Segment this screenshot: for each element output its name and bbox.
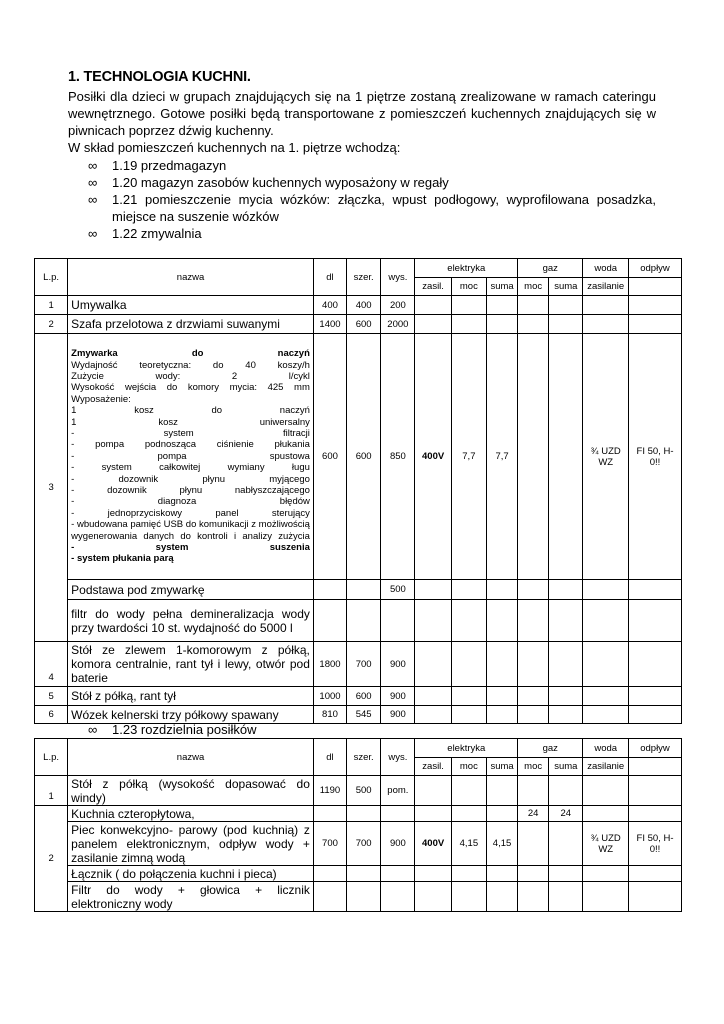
list-item: ∞ 1.19 przedmagazyn xyxy=(88,158,227,173)
page-heading: 1. TECHNOLOGIA KUCHNI. xyxy=(68,69,251,85)
table-row: 2 Kuchnia czteropłytowa, 24 24 xyxy=(35,806,682,822)
intro-paragraph: Posiłki dla dzieci w grupach znajdujących się na 1 piętrze zostaną zrealizowane w ramach cateringu wewnętrznego. Gotowe posiłki będą transportowane z pomieszczeń kuchennych znajdujących się w piwnicach poprzez dźwig kuchenny. xyxy=(68,89,656,138)
equipment-table-1 xyxy=(34,258,682,724)
header-nazwa: nazwa xyxy=(68,259,314,296)
table-row: 4 Stół ze zlewem 1-komorowym z półką, komora centralnie, rant tył i lewy, otwór pod baterie 1800 700 900 xyxy=(35,642,682,687)
list-item: ∞ 1.23 rozdzielnia posiłków xyxy=(88,722,257,737)
table-row: 6 Wózek kelnerski trzy półkowy spawany 810 545 900 xyxy=(35,706,682,724)
infinity-bullet-icon: ∞ xyxy=(88,158,98,173)
table-row: 3 Zmywarka do naczyń Wydajność teoretyczna: do 40 koszy/h Zużycie wody: 2 l/cykl Wysokość wejścia do komory mycia: 425 mm Wyposażenie: 1 kosz do naczyń 1 kosz uniwersalny - system filtracji - pompa podnosząca ciśnienie płukania - pompa spustowa - system całkowitej wymiany ługu - dozownik płynu myjącego - dozownik płynu nabłyszczającego - diagnoza błędów - jednoprzyciskowy panel sterujący - wbudowana pamięć USB do komunikacji z możliwością wygenerowania danych do kontroli i analizy zużycia - system suszenia - system płukania parą 600 600 850 400V 7,7 7,7 ¾ UZD WZ FI 50, H-0!! xyxy=(35,334,682,580)
infinity-bullet-icon: ∞ xyxy=(88,226,98,241)
table-row: 2 Szafa przelotowa z drzwiami suwanymi 1400 600 2000 xyxy=(35,315,682,334)
header-suma: suma xyxy=(487,278,518,296)
table-row: Filtr do wody + głowica + licznik elektroniczny wody xyxy=(35,882,682,912)
room-list xyxy=(68,157,656,242)
infinity-bullet-icon: ∞ xyxy=(88,722,98,737)
table-row: Piec konwekcyjno- parowy (pod kuchnią) z panelem elektronicznym, odpływ wody + zasilanie zimną wodą 700 700 900 400V 4,15 4,15 ¾ UZD WZ FI 50, H-0!! xyxy=(35,822,682,866)
header-moc: moc xyxy=(451,278,486,296)
table-row: 1 Stół z półką (wysokość dopasować do windy) 1190 500 pom. xyxy=(35,776,682,806)
header-szer: szer. xyxy=(347,259,381,296)
header-woda: woda xyxy=(583,259,629,278)
list-item: ∞ 1.20 magazyn zasobów kuchennych wyposażony w regały xyxy=(88,175,449,190)
header-elektryka: elektryka xyxy=(415,259,518,278)
equipment-table-2: L.p. nazwa dl szer. wys. elektryka gaz woda odpływ zasil. moc suma moc suma zasilanie 1 Stół z półką (wysokość dopasować do windy) 1190 500 pom. 2 Kuchnia czteropłytowa, 24 24 Piec konwekcyjno- parowy (pod kuchnią) z panelem elektronicznym, odpływ wody + zasilanie zimną wodą 700 700 900 400V 4,15 4,15 ¾ UZD WZ FI 50, H-0!! Łącznik ( do połączenia kuchni i pieca) Filtr do wody + głowica + licznik elektroniczny wody xyxy=(34,738,682,912)
dishwasher-spec: Zmywarka do naczyń Wydajność teoretyczna: do 40 koszy/h Zużycie wody: 2 l/cykl Wysokość wejścia do komory mycia: 425 mm Wyposażenie: 1 kosz do naczyń 1 kosz uniwersalny - system filtracji - pompa podnosząca ciśnienie płukania - pompa spustowa - system całkowitej wymiany ługu - dozownik płynu myjącego - dozownik płynu nabłyszczającego - diagnoza błędów - jednoprzyciskowy panel sterujący - wbudowana pamięć USB do komunikacji z możliwością wygenerowania danych do kontroli i analizy zużycia - system suszenia - system płukania parą xyxy=(68,334,314,580)
text-section xyxy=(68,68,656,242)
table-row: 1 Umywalka 400 400 200 xyxy=(35,296,682,315)
table-row: Łącznik ( do połączenia kuchni i pieca) xyxy=(35,866,682,882)
list-item: ∞ 1.22 zmywalnia xyxy=(88,226,202,241)
table-row: 5 Stół z półką, rant tył 1000 600 900 xyxy=(35,687,682,706)
header-dl: dl xyxy=(313,259,346,296)
header-zasilanie: zasilanie xyxy=(583,278,629,296)
header-lp: L.p. xyxy=(35,259,68,296)
header-gaz-moc: moc xyxy=(518,278,549,296)
table-row: Podstawa pod zmywarkę 500 xyxy=(35,580,682,600)
infinity-bullet-icon: ∞ xyxy=(88,175,98,190)
header-gaz-suma: suma xyxy=(549,278,583,296)
header-wys: wys. xyxy=(381,259,415,296)
table-row: filtr do wody pełna demineralizacja wody przy twardości 10 st. wydajność do 5000 l xyxy=(35,600,682,642)
header-gaz: gaz xyxy=(518,259,583,278)
header-zasil: zasil. xyxy=(415,278,451,296)
intro-paragraph-2: W skład pomieszczeń kuchennych na 1. piętrze wchodzą: xyxy=(68,140,401,155)
list-item: ∞ 1.21 pomieszczenie mycia wózków: złączka, wpust podłogowy, wyprofilowana posadzka, miejsce na suszenie wózków xyxy=(88,192,656,224)
infinity-bullet-icon: ∞ xyxy=(88,192,98,207)
header-odplyw: odpływ xyxy=(629,259,682,278)
